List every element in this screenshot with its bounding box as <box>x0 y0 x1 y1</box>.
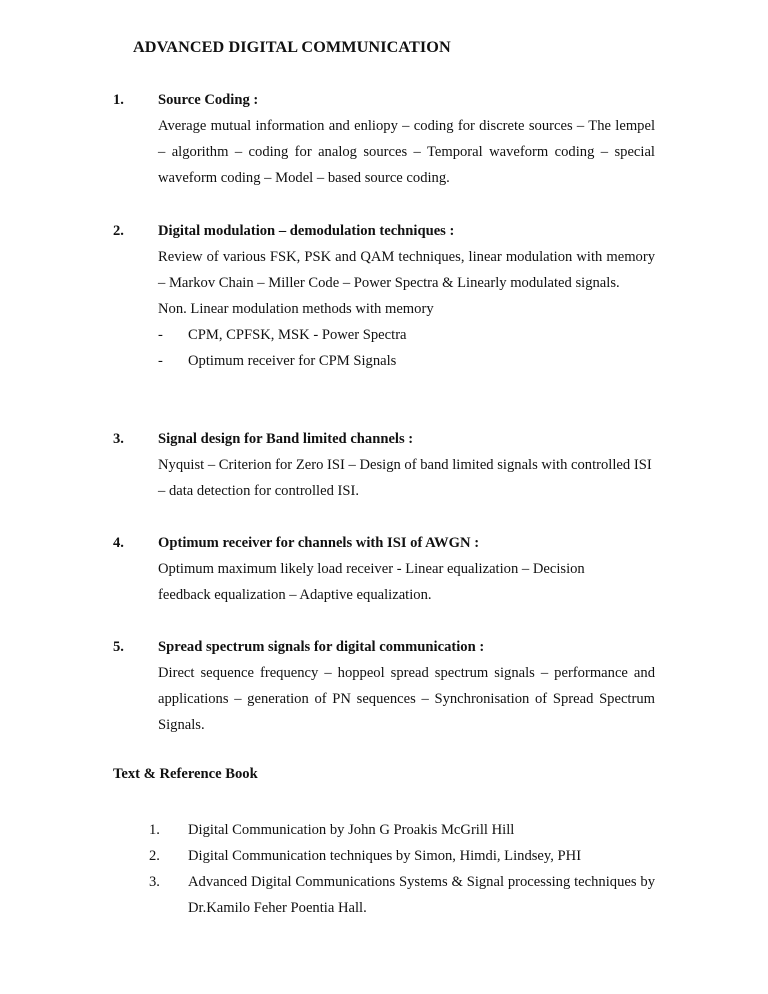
bullet-marker: - <box>158 353 163 369</box>
section-heading: Digital modulation – demodulation techniques : <box>158 223 455 239</box>
section-heading: Spread spectrum signals for digital communication : <box>158 639 485 655</box>
section-number: 5. <box>113 639 124 655</box>
reference-number: 3. <box>149 874 160 890</box>
section-paragraph: Review of various FSK, PSK and QAM techniques, linear modulation with memory – Markov Chain – Miller Code – Power Spectra & Linearly modulated signals. <box>158 249 655 291</box>
references-list <box>0 817 768 921</box>
bullet-text: CPM, CPFSK, MSK - Power Spectra <box>188 327 407 343</box>
bullet-item <box>158 348 655 374</box>
reference-item <box>0 843 768 869</box>
page-title: ADVANCED DIGITAL COMMUNICATION <box>133 38 451 56</box>
references-heading: Text & Reference Book <box>113 766 258 782</box>
section-body <box>158 244 655 374</box>
section-paragraph: Optimum maximum likely load receiver - Linear equalization – Decision feedback equalization – Adaptive equalization. <box>158 561 585 603</box>
section-body <box>158 113 655 191</box>
bullet-text: Optimum receiver for CPM Signals <box>188 353 397 369</box>
reference-number: 1. <box>149 822 160 838</box>
reference-item <box>0 817 768 843</box>
section-body <box>158 660 655 738</box>
section-heading: Source Coding : <box>158 92 259 108</box>
reference-item <box>0 869 768 921</box>
section-body <box>158 556 618 608</box>
section-paragraph: Average mutual information and enliopy – coding for discrete sources – The lempel – algorithm – coding for analog sources – Temporal waveform coding – special waveform coding – Model – based source coding. <box>158 118 655 186</box>
section-heading: Optimum receiver for channels with ISI of AWGN : <box>158 535 480 551</box>
bullet-marker: - <box>158 327 163 343</box>
section-paragraph: Direct sequence frequency – hoppeol spread spectrum signals – performance and applications – generation of PN sequences – Synchronisation of Spread Spectrum Signals. <box>158 665 655 733</box>
section-number: 4. <box>113 535 124 551</box>
bullet-item <box>158 322 655 348</box>
section-number: 1. <box>113 92 124 108</box>
section-number: 3. <box>113 431 124 447</box>
section-paragraph: Non. Linear modulation methods with memory <box>158 301 434 317</box>
section-number: 2. <box>113 223 124 239</box>
reference-text: Advanced Digital Communications Systems & Signal processing techniques by Dr.Kamilo Feher Poentia Hall. <box>188 874 655 916</box>
reference-number: 2. <box>149 848 160 864</box>
section-body <box>158 452 655 504</box>
reference-text: Digital Communication techniques by Simon, Himdi, Lindsey, PHI <box>188 848 582 864</box>
section-paragraph: Nyquist – Criterion for Zero ISI – Design of band limited signals with controlled ISI – data detection for controlled ISI. <box>158 457 652 499</box>
reference-text: Digital Communication by John G Proakis McGrill Hill <box>188 822 515 838</box>
section-heading: Signal design for Band limited channels : <box>158 431 414 447</box>
